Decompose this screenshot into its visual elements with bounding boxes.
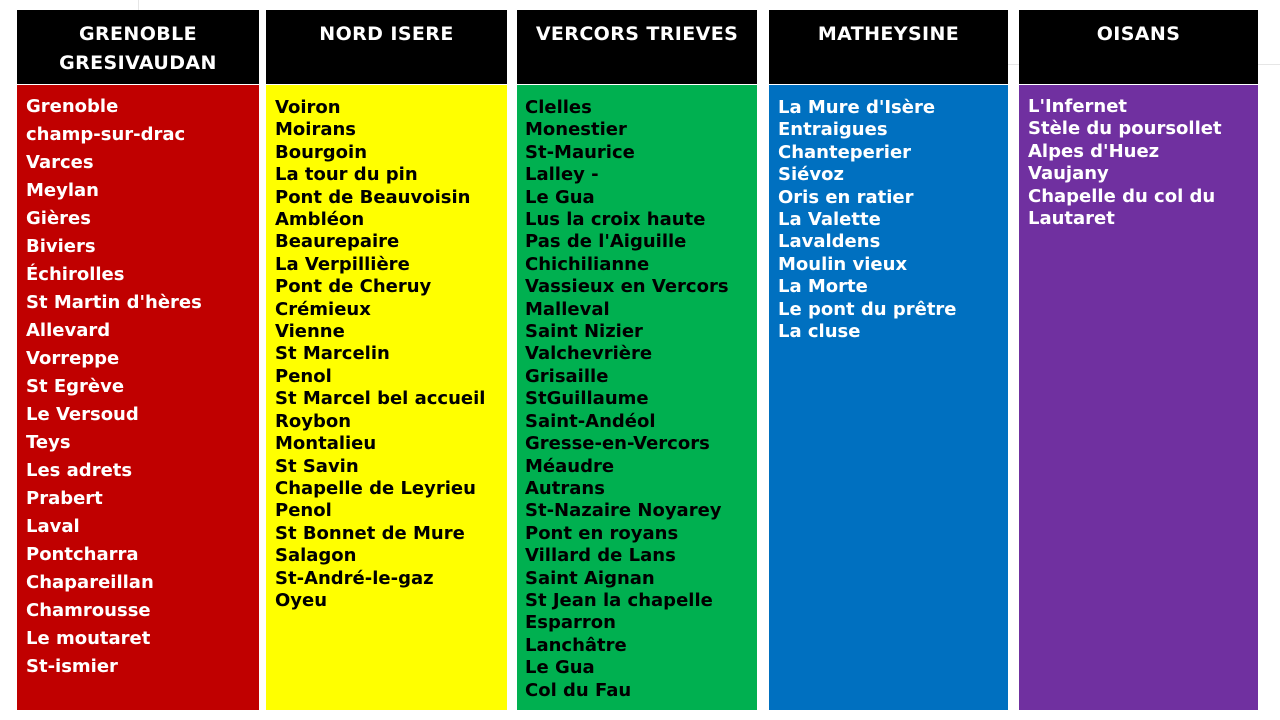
list-item: Saint Aignan (525, 567, 655, 589)
list-item: St Bonnet de Mure (275, 522, 465, 544)
column-header-line: MATHEYSINE (817, 23, 960, 45)
column-list (769, 85, 1008, 710)
list-item: StGuillaume (525, 388, 649, 410)
list-item: Voiron (275, 97, 341, 118)
list-item: Le Versoud (26, 404, 139, 425)
list-item: Chichilianne (525, 253, 650, 275)
list-item: La Verpillière (275, 253, 410, 275)
list-item: Le Gua (525, 186, 595, 208)
list-item: Grenoble (26, 96, 119, 117)
column-vercors-trieves (517, 10, 757, 701)
list-item: St Savin (275, 455, 359, 477)
list-item: L'Infernet (1028, 96, 1128, 117)
list-item: Le Gua (525, 657, 595, 679)
list-item: Chanteperier (778, 141, 912, 163)
list-item: Beaurepaire (275, 231, 400, 253)
column-header-line: NORD ISERE (319, 23, 454, 45)
list-item: Varces (26, 152, 94, 173)
list-item: Les adrets (26, 460, 133, 481)
list-item: Vassieux en Vercors (525, 276, 729, 298)
list-item: Chapelle du col du (1028, 185, 1216, 207)
list-item: Villard de Lans (525, 545, 676, 567)
column-header-line: GRESIVAUDAN (59, 52, 217, 74)
list-item: Vaujany (1028, 163, 1109, 185)
list-item: Clelles (525, 97, 592, 118)
column-header-line: VERCORS TRIEVES (535, 23, 739, 45)
list-item: Lavaldens (778, 231, 881, 253)
list-item: Allevard (26, 320, 111, 341)
list-item: Pas de l'Aiguille (525, 231, 687, 253)
list-item: Alpes d'Huez (1028, 140, 1160, 162)
list-item: Montalieu (275, 433, 377, 455)
list-item: Gières (26, 208, 91, 229)
column-header-line: GRENOBLE (78, 23, 198, 45)
column-list (266, 85, 507, 710)
column-header-line: OISANS (1096, 23, 1181, 45)
background-gridline (138, 0, 139, 10)
list-item: Pont de Beauvoisin (275, 186, 471, 208)
list-item: Penol (275, 500, 332, 522)
column-header (1019, 10, 1258, 84)
list-item: Meylan (26, 180, 99, 201)
list-item: Biviers (26, 236, 96, 257)
list-item: Saint-Andéol (525, 410, 656, 432)
list-item: St Jean la chapelle (525, 589, 713, 611)
list-item: St Marcel bel accueil (275, 388, 486, 410)
list-item: Salagon (275, 545, 357, 567)
column-header (17, 10, 259, 84)
list-item: Crémieux (275, 298, 371, 320)
list-item: St Egrève (26, 376, 125, 397)
list-item: Entraigues (778, 119, 888, 141)
list-item: St Martin d'hères (26, 292, 202, 313)
list-item: Valchevrière (525, 343, 653, 365)
list-item: Saint Nizier (525, 321, 643, 343)
list-item: Moirans (275, 119, 356, 141)
list-item: Gresse-en-Vercors (525, 433, 710, 455)
column-list (517, 85, 757, 710)
list-item: La Mure d'Isère (778, 97, 936, 118)
list-item: Pont en royans (525, 522, 679, 544)
list-item: Oyeu (275, 589, 328, 611)
list-item: Siévoz (778, 164, 844, 186)
list-item: Lalley - (525, 164, 599, 186)
list-item: St Marcelin (275, 343, 390, 365)
list-item: Vienne (275, 321, 345, 343)
list-item: Monestier (525, 119, 627, 141)
list-item: Teys (26, 432, 71, 453)
list-item: Prabert (26, 488, 103, 509)
list-item: Ambléon (275, 209, 365, 231)
column-header (517, 10, 757, 84)
list-item: La Valette (778, 209, 881, 231)
list-item: Pontcharra (26, 544, 139, 565)
list-item: Échirolles (26, 264, 125, 285)
list-item: Roybon (275, 410, 352, 432)
list-item: Laval (26, 516, 80, 537)
list-item: St-ismier (26, 656, 118, 677)
list-item: Penol (275, 365, 332, 387)
list-item: Pont de Cheruy (275, 276, 432, 298)
list-item: Vorreppe (26, 348, 120, 369)
column-header (266, 10, 507, 84)
list-item: La tour du pin (275, 164, 418, 186)
column-nord-isere (266, 10, 507, 611)
list-item: Chapareillan (26, 572, 154, 593)
list-item: Esparron (525, 612, 616, 634)
list-item: La cluse (778, 321, 861, 343)
list-item: Bourgoin (275, 141, 368, 163)
list-item: St-Nazaire Noyarey (525, 500, 722, 522)
list-item: champ-sur-drac (26, 124, 186, 145)
list-item: Malleval (525, 298, 610, 320)
column-oisans (1019, 10, 1258, 230)
column-matheysine (769, 10, 1008, 343)
column-header (769, 10, 1008, 84)
list-item: Chapelle de Leyrieu (275, 477, 476, 499)
list-item: Moulin vieux (778, 253, 908, 275)
column-list (17, 85, 259, 710)
list-item: Grisaille (525, 365, 609, 387)
list-item: Chamrousse (26, 600, 151, 621)
list-item: Oris en ratier (778, 186, 914, 208)
list-item: Méaudre (525, 455, 615, 477)
list-item: Le moutaret (26, 628, 151, 649)
list-item: Autrans (525, 477, 605, 499)
column-list (1019, 85, 1258, 710)
list-item: Stèle du poursollet (1028, 118, 1222, 140)
column-grenoble-gresivaudan (17, 10, 259, 677)
list-item: Le pont du prêtre (778, 298, 957, 320)
list-item: St-Maurice (525, 141, 635, 163)
list-item: St-André-le-gaz (275, 567, 434, 589)
list-item: Lautaret (1028, 208, 1115, 230)
list-item: Lus la croix haute (525, 209, 706, 231)
list-item: La Morte (778, 276, 868, 298)
list-item: Col du Fau (525, 679, 632, 701)
list-item: Lanchâtre (525, 634, 627, 656)
